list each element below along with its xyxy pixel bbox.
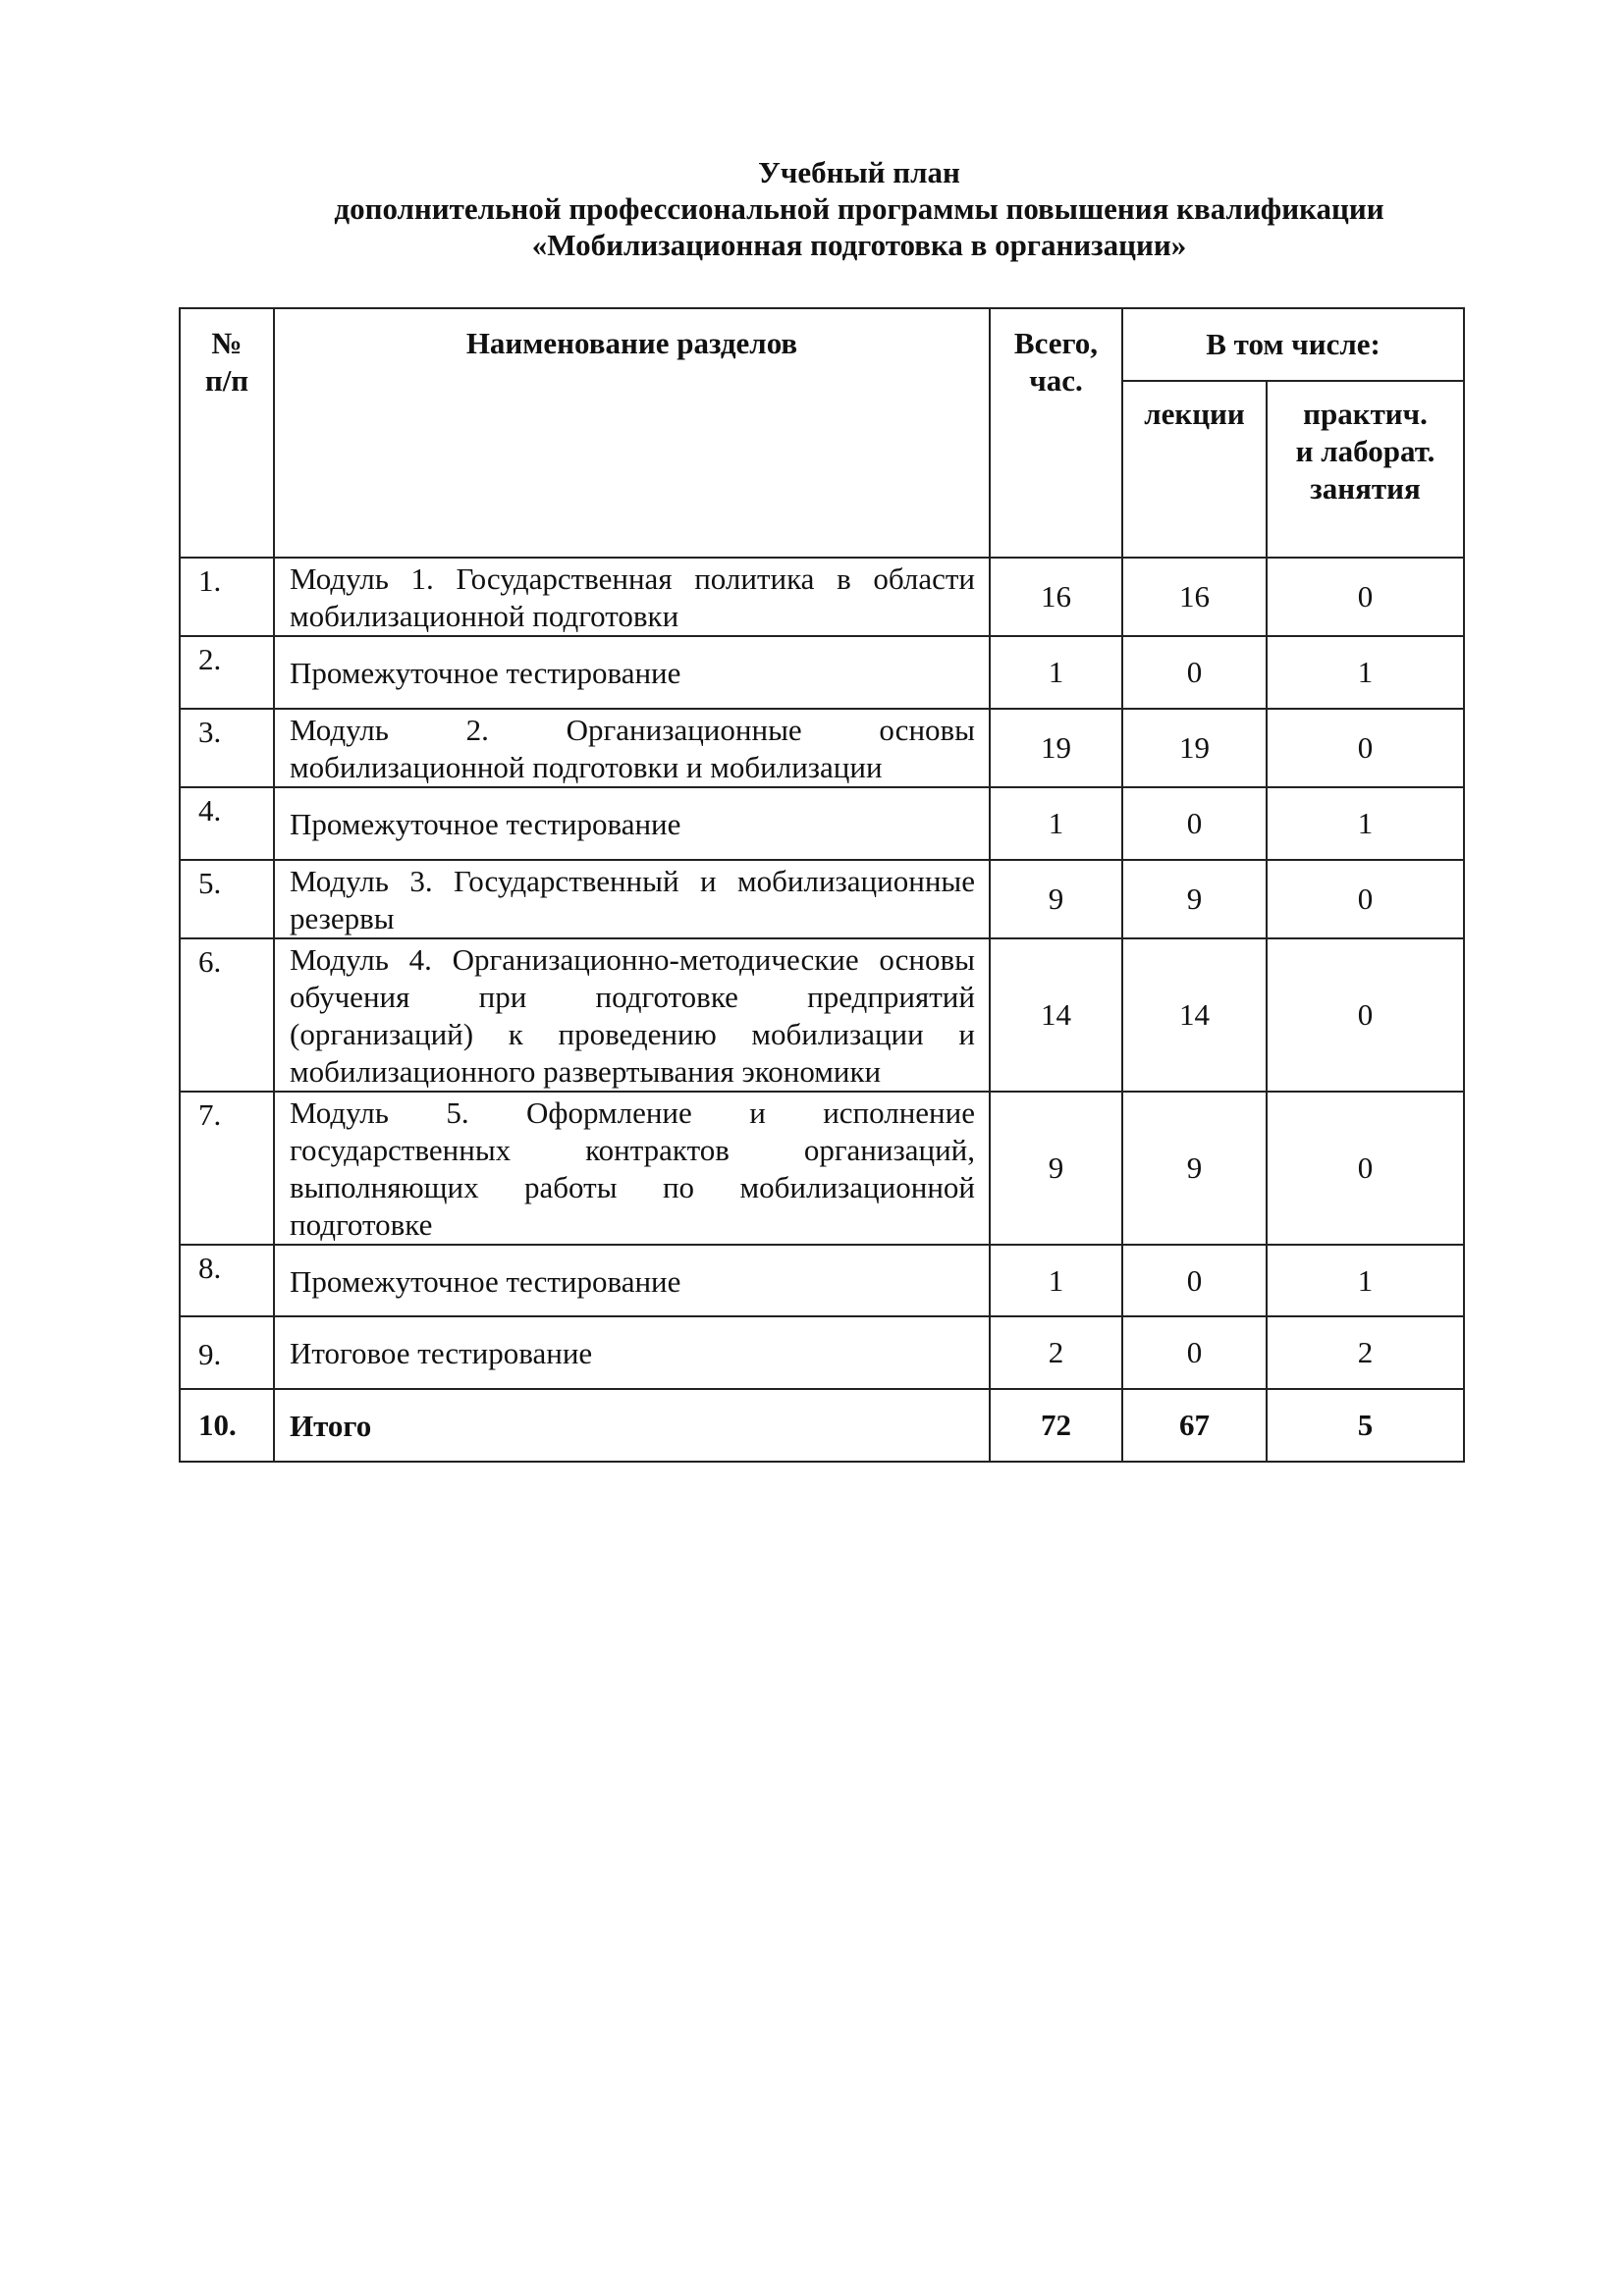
header-number bbox=[180, 308, 274, 558]
header-number-abbr: п/п bbox=[204, 363, 249, 398]
document-heading bbox=[0, 154, 1624, 263]
row-number: 7. bbox=[180, 1092, 274, 1245]
table-row bbox=[180, 1092, 1464, 1245]
row-practice: 1 bbox=[1267, 636, 1464, 709]
row-lectures: 16 bbox=[1122, 558, 1267, 636]
row-number: 9. bbox=[180, 1316, 274, 1389]
row-practice: 5 bbox=[1267, 1389, 1464, 1462]
row-practice: 2 bbox=[1267, 1316, 1464, 1389]
row-lectures: 0 bbox=[1122, 636, 1267, 709]
header-total-unit: час. bbox=[1029, 363, 1083, 398]
row-total: 1 bbox=[990, 636, 1122, 709]
row-number: 10. bbox=[180, 1389, 274, 1462]
header-number-sign: № bbox=[211, 326, 243, 360]
row-lectures: 0 bbox=[1122, 787, 1267, 860]
heading-title: Учебный план bbox=[758, 155, 960, 189]
header-including: В том числе: bbox=[1122, 308, 1464, 381]
curriculum-table bbox=[179, 307, 1465, 1463]
row-total: 19 bbox=[990, 709, 1122, 787]
header-total-label: Всего, bbox=[1013, 326, 1099, 360]
table-row bbox=[180, 1245, 1464, 1316]
row-lectures: 0 bbox=[1122, 1316, 1267, 1389]
row-section-name: Итоговое тестирование bbox=[274, 1316, 990, 1389]
row-section-name: Промежуточное тестирование bbox=[274, 787, 990, 860]
row-section-name: Модуль 4. Организационно-методические основы обучения при подготовке предприятий (организаций) к проведению мобилизации и мобилизационного развертывания экономики bbox=[274, 938, 990, 1092]
row-practice: 0 bbox=[1267, 709, 1464, 787]
row-section-name: Модуль 5. Оформление и исполнение государственных контрактов организаций, выполняющих работы по мобилизационной подготовке bbox=[274, 1092, 990, 1245]
table-row bbox=[180, 558, 1464, 636]
row-section-name: Модуль 3. Государственный и мобилизационные резервы bbox=[274, 860, 990, 938]
row-practice: 0 bbox=[1267, 1092, 1464, 1245]
row-practice: 0 bbox=[1267, 860, 1464, 938]
header-practice-line2: и лаборат. bbox=[1295, 434, 1435, 468]
row-number: 1. bbox=[180, 558, 274, 636]
table-row bbox=[180, 709, 1464, 787]
heading-program-name: «Мобилизационная подготовка в организации» bbox=[531, 228, 1187, 262]
header-practice-line3: занятия bbox=[1310, 471, 1421, 506]
header-lectures: лекции bbox=[1122, 381, 1267, 558]
row-number: 4. bbox=[180, 787, 274, 860]
row-practice: 0 bbox=[1267, 558, 1464, 636]
row-number: 3. bbox=[180, 709, 274, 787]
table-total-row bbox=[180, 1389, 1464, 1462]
row-practice: 1 bbox=[1267, 787, 1464, 860]
row-total: 9 bbox=[990, 1092, 1122, 1245]
row-practice: 0 bbox=[1267, 938, 1464, 1092]
table-row bbox=[180, 787, 1464, 860]
row-total: 14 bbox=[990, 938, 1122, 1092]
row-lectures: 19 bbox=[1122, 709, 1267, 787]
row-section-name: Итого bbox=[274, 1389, 990, 1462]
row-practice: 1 bbox=[1267, 1245, 1464, 1316]
row-section-name: Промежуточное тестирование bbox=[274, 636, 990, 709]
row-lectures: 14 bbox=[1122, 938, 1267, 1092]
row-total: 1 bbox=[990, 1245, 1122, 1316]
row-section-name: Модуль 2. Организационные основы мобилизационной подготовки и мобилизации bbox=[274, 709, 990, 787]
header-total-hours bbox=[990, 308, 1122, 558]
header-practice bbox=[1267, 381, 1464, 558]
table-row bbox=[180, 860, 1464, 938]
row-number: 2. bbox=[180, 636, 274, 709]
row-total: 2 bbox=[990, 1316, 1122, 1389]
table-row bbox=[180, 636, 1464, 709]
row-lectures: 9 bbox=[1122, 860, 1267, 938]
row-total: 1 bbox=[990, 787, 1122, 860]
table-row bbox=[180, 1316, 1464, 1389]
row-lectures: 67 bbox=[1122, 1389, 1267, 1462]
table-row bbox=[180, 938, 1464, 1092]
header-section-name: Наименование разделов bbox=[274, 308, 990, 558]
row-total: 72 bbox=[990, 1389, 1122, 1462]
row-section-name: Промежуточное тестирование bbox=[274, 1245, 990, 1316]
row-lectures: 0 bbox=[1122, 1245, 1267, 1316]
row-lectures: 9 bbox=[1122, 1092, 1267, 1245]
row-number: 8. bbox=[180, 1245, 274, 1316]
row-section-name: Модуль 1. Государственная политика в области мобилизационной подготовки bbox=[274, 558, 990, 636]
heading-subtitle: дополнительной профессиональной программы повышения квалификации bbox=[334, 191, 1384, 226]
row-number: 5. bbox=[180, 860, 274, 938]
header-practice-line1: практич. bbox=[1303, 397, 1428, 431]
row-total: 16 bbox=[990, 558, 1122, 636]
row-number: 6. bbox=[180, 938, 274, 1092]
row-total: 9 bbox=[990, 860, 1122, 938]
